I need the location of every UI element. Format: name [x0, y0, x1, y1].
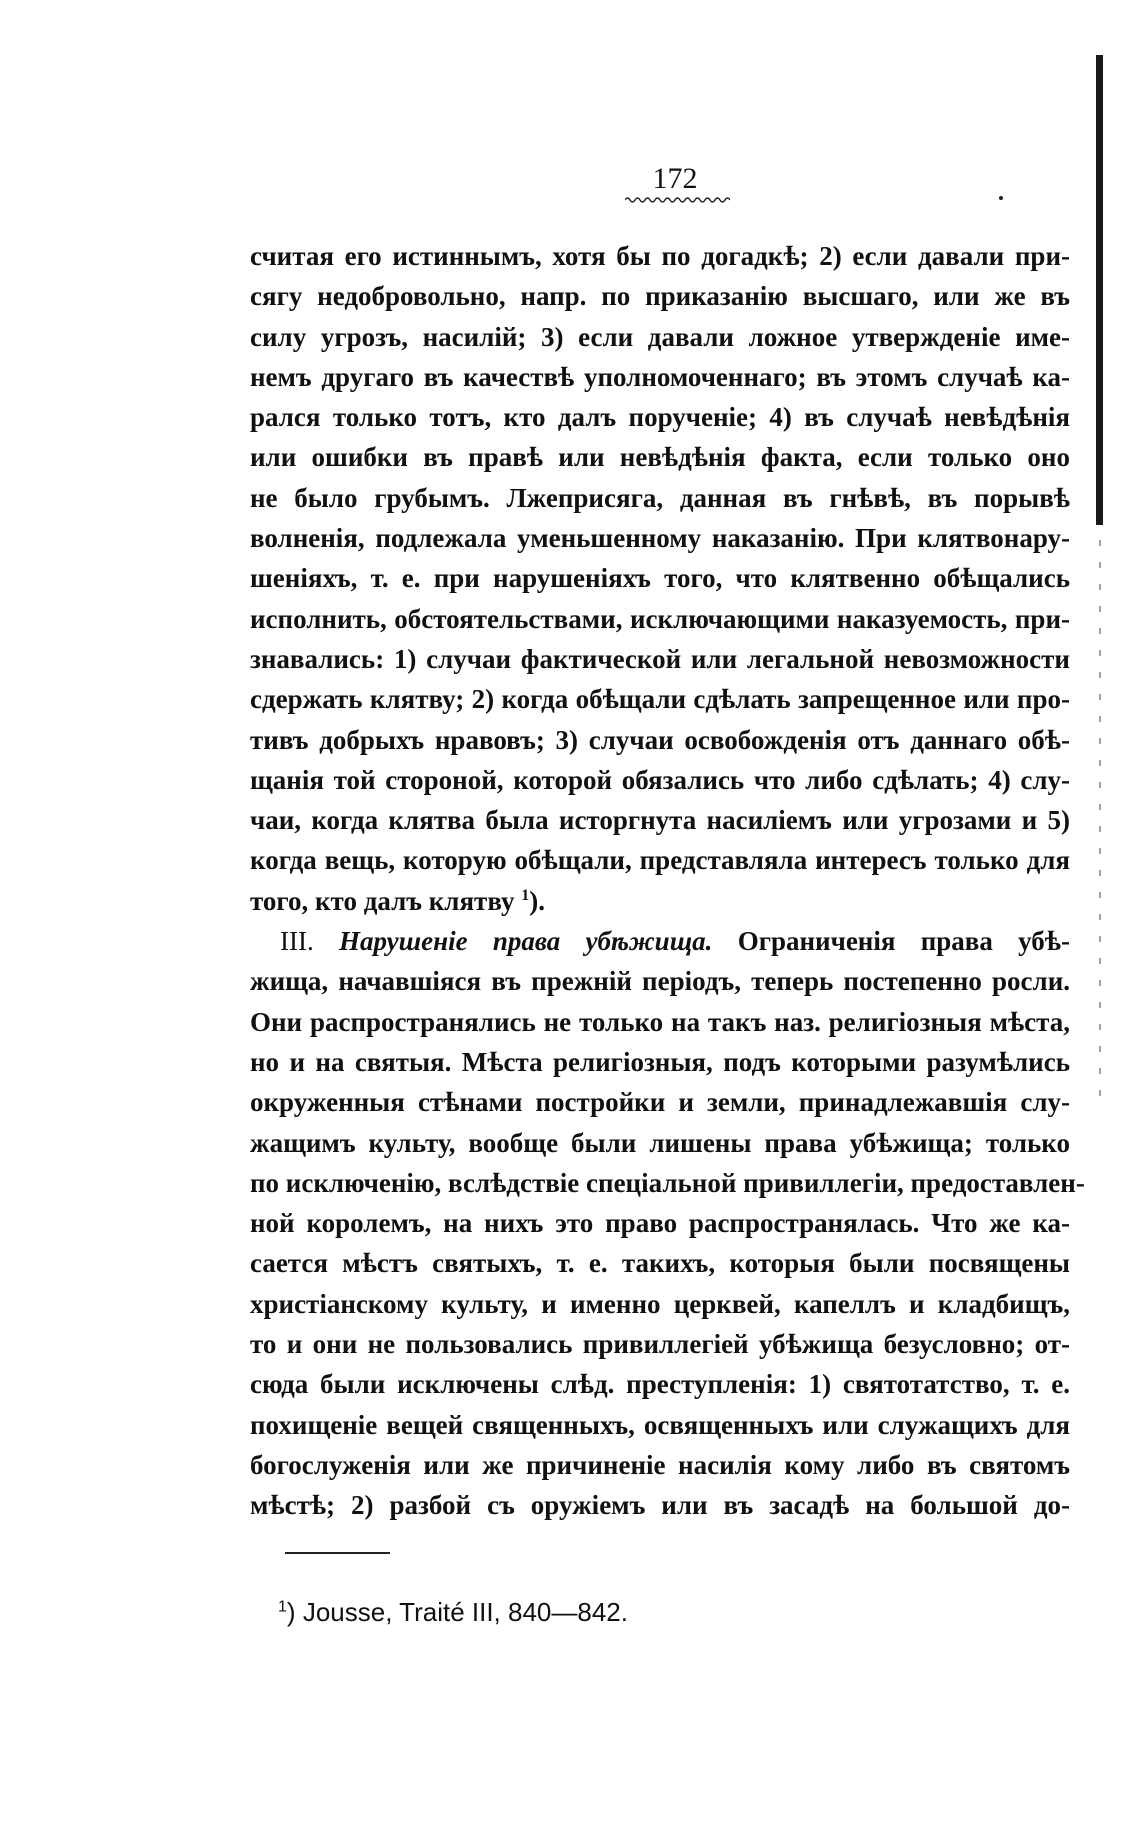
text-fragment: того, кто далъ клятву	[250, 885, 515, 916]
text-line: сюда были исключены слѣд. преступленія: 1) святотатство, т. е.	[250, 1369, 1070, 1400]
text-line: тивъ добрыхъ нравовъ; 3) случаи освобожденія отъ даннаго обѣ-	[250, 724, 1070, 755]
text-fragment: ).	[529, 885, 545, 916]
text-line: чаи, когда клятва была исторгнута насиліемъ или угрозами и 5)	[250, 805, 1070, 836]
ink-dot	[999, 196, 1003, 200]
text-line: или ошибки въ правѣ или невѣдѣнія факта, если только оно	[250, 442, 1070, 473]
text-line: жащимъ культу, вообще были лишены права убѣжища; только	[250, 1127, 1070, 1158]
text-line: похищеніе вещей священныхъ, освященныхъ или служащихъ для	[250, 1409, 1070, 1440]
section-title: Нарушеніе права убѣжища.	[339, 926, 713, 957]
footnote-marker-paren: )	[286, 1597, 296, 1627]
text-line: мѣстѣ; 2) разбой съ оружіемъ или въ засадѣ на большой до-	[250, 1490, 1070, 1521]
footnote-separator	[285, 1552, 390, 1554]
text-line: не было грубымъ. Лжеприсяга, данная въ гнѣвѣ, въ порывѣ	[250, 482, 1070, 513]
text-line: Они распространялись не только на такъ наз. религіозныя мѣста,	[250, 1006, 1070, 1037]
page-number: 172	[652, 162, 698, 195]
footnote-marker: 1	[278, 1598, 287, 1616]
footnote	[278, 1597, 628, 1628]
text-line: христіанскому культу, и именно церквей, капеллъ и кладбищъ,	[250, 1288, 1070, 1319]
text-line: щанія той стороной, которой обязались что либо сдѣлать; 4) слу-	[250, 764, 1070, 795]
text-line: но и на святыя. Мѣста религіозныя, подъ которыми разумѣлись	[250, 1046, 1070, 1077]
text-line: исполнить, обстоятельствами, исключающими наказуемость, при-	[250, 603, 1070, 634]
text-line: ной королемъ, на нихъ это право распространялась. Что же ка-	[250, 1208, 1070, 1239]
text-line: по исключенію, вслѣдствіе спеціальной привиллегіи, предоставлен-	[250, 1167, 1085, 1198]
page-edge-dots	[1099, 540, 1101, 1100]
text-line: немъ другаго въ качествѣ уполномоченнаго; въ этомъ случаѣ ка-	[250, 361, 1070, 392]
text-line: рался только тотъ, кто далъ порученіе; 4) въ случаѣ невѣдѣнія	[250, 402, 1070, 433]
text-line: знавались: 1) случаи фактической или легальной невозможности	[250, 643, 1070, 674]
footnote-citation: Jousse, Traité III, 840—842.	[302, 1597, 628, 1627]
section-heading-line	[250, 921, 1070, 961]
text-line: сдержать клятву; 2) когда обѣщали сдѣлать запрещенное или про-	[250, 684, 1070, 715]
text-line: окруженныя стѣнами постройки и земли, принадлежавшія слу-	[250, 1087, 1070, 1118]
text-line: жища, начавшіяся въ прежній періодъ, теперь постепенно росли.	[250, 966, 1070, 997]
wavy-underline-ornament	[625, 196, 730, 204]
paragraph-end-line	[250, 881, 1070, 921]
text-fragment: Ограниченія права убѣ-	[737, 926, 1070, 957]
text-line: сается мѣстъ святыхъ, т. е. такихъ, которыя были посвящены	[250, 1248, 1070, 1279]
text-line: силу угрозъ, насилій; 3) если давали ложное утвержденіе име-	[250, 321, 1070, 352]
text-line: шеніяхъ, т. е. при нарушеніяхъ того, что клятвенно обѣщались	[250, 563, 1070, 594]
text-line: когда вещь, которую обѣщали, представляла интересъ только для	[250, 845, 1070, 876]
text-line: волненія, подлежала уменьшенному наказанію. При клятвонару-	[250, 523, 1070, 554]
footnote-reference: 1	[521, 886, 530, 904]
text-line: богослуженія или же причиненіе насилія кому либо въ святомъ	[250, 1449, 1070, 1480]
section-number: III.	[280, 926, 314, 957]
text-line: считая его истиннымъ, хотя бы по догадкѣ; 2) если давали при-	[250, 241, 1070, 271]
body-text	[250, 236, 1085, 1526]
page-edge-shadow	[1096, 55, 1103, 525]
text-line: сягу недобровольно, напр. по приказанію высшаго, или же въ	[250, 281, 1070, 312]
text-line: то и они не пользовались привиллегіей убѣжища безусловно; от-	[250, 1329, 1070, 1360]
